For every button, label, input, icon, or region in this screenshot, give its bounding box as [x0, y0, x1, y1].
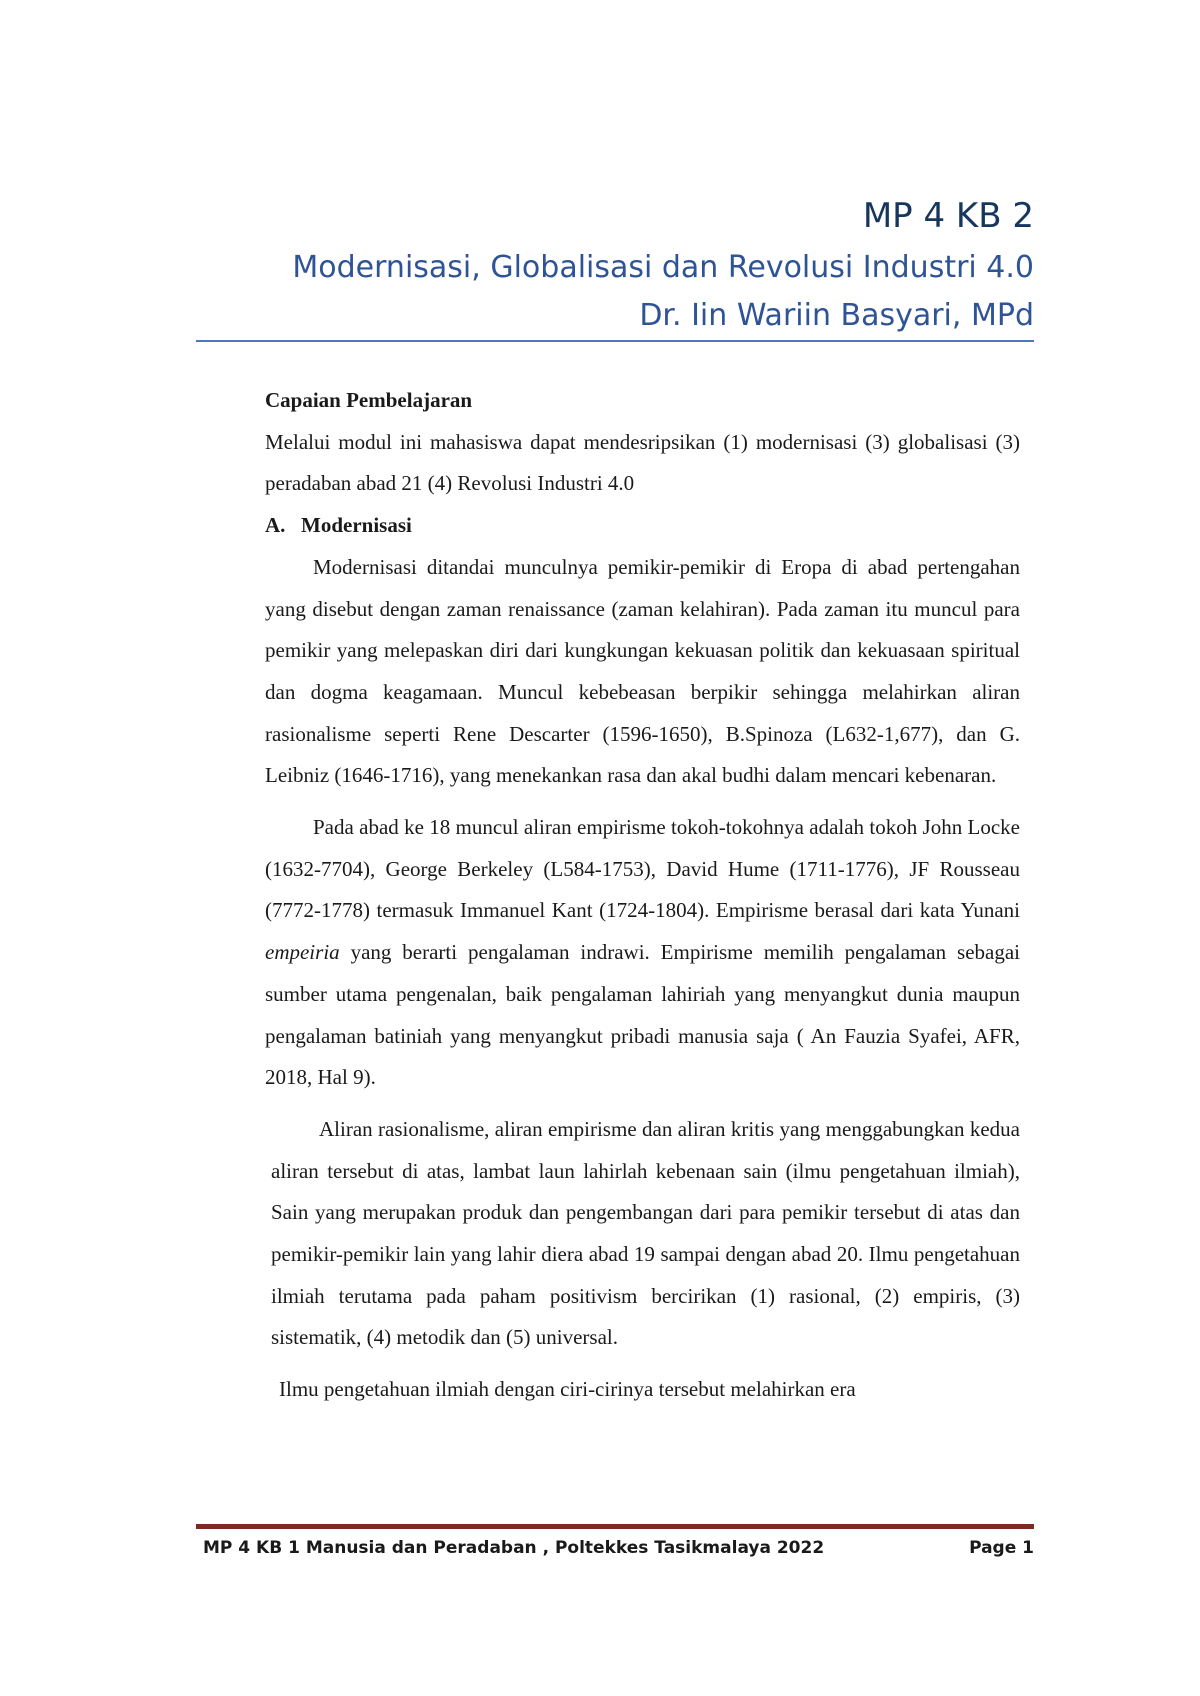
section-a-title: Modernisasi: [301, 513, 412, 538]
paragraph-empirisme-italic-term: empeiria: [265, 940, 340, 965]
footer-course-info: MP 4 KB 1 Manusia dan Peradaban , Poltekkes Tasikmalaya 2022: [203, 1538, 825, 1558]
paragraph-empirisme-text-1: Pada abad ke 18 muncul aliran empirisme tokoh-tokohnya adalah tokoh John Locke (1632-7704), George Berkeley (L584-1753), David Hume (1711-1776), JF Rousseau (7772-1778) termasuk Immanuel Kant (1724-1804). Empirisme berasal dari kata Yunani: [265, 815, 1020, 923]
module-author: Dr. Iin Wariin Basyari, MPd: [639, 298, 1034, 333]
paragraph-modernisasi: Modernisasi ditandai munculnya pemikir-pemikir di Eropa di abad pertengahan yang disebut dengan zaman renaissance (zaman kelahiran). Pada zaman itu muncul para pemikir yang melepaskan diri dari kungkungan kekuasan politik dan kekuasaan spiritual dan dogma keagamaan. Muncul kebebeasan berpikir sehingga melahirkan aliran rasionalisme seperti Rene Descarter (1596-1650), B.Spinoza (L632-1,677), dan G. Leibniz (1646-1716), yang menekankan rasa dan akal budhi dalam mencari kebenaran.: [265, 554, 1020, 788]
paragraph-empirisme: [265, 797, 1020, 1099]
section-a-number: A.: [265, 513, 286, 538]
module-title: Modernisasi, Globalisasi dan Revolusi Industri 4.0: [292, 250, 1034, 285]
footer-divider: [196, 1524, 1034, 1529]
paragraph-sain: Aliran rasionalisme, aliran empirisme dan aliran kritis yang menggabungkan kedua aliran tersebut di atas, lambat laun lahirlah kebenaan sain (ilmu pengetahuan ilmiah), Sain yang merupakan produk dan pengembangan dari para pemikir tersebut di atas dan pemikir-pemikir lain yang lahir diera abad 19 sampai dengan abad 20. Ilmu pengetahuan ilmiah terutama pada paham positivism bercirikan (1) rasional, (2) empiris, (3) sistematik, (4) metodik dan (5) universal.: [271, 1116, 1020, 1350]
document-body: [265, 380, 1020, 1411]
learning-outcomes-text: Melalui modul ini mahasiswa dapat mendesripsikan (1) modernisasi (3) globalisasi (3) peradaban abad 21 (4) Revolusi Industri 4.0: [265, 429, 1020, 496]
paragraph-empirisme-text-2: yang berarti pengalaman indrawi. Empirisme memilih pengalaman sebagai sumber utama pengenalan, baik pengalaman lahiriah yang menyangkut dunia maupun pengalaman batiniah yang menyangkut pribadi manusia saja ( An Fauzia Syafei, AFR, 2018, Hal 9).: [265, 940, 1020, 1090]
section-a-heading: [265, 505, 1020, 547]
paragraph-ilmu-pengetahuan: Ilmu pengetahuan ilmiah dengan ciri-cirinya tersebut melahirkan era: [279, 1377, 856, 1402]
footer-page-number: Page 1: [969, 1538, 1034, 1558]
header-divider: [196, 340, 1034, 342]
learning-outcomes-heading: Capaian Pembelajaran: [265, 388, 473, 412]
module-code: MP 4 KB 2: [862, 196, 1034, 236]
